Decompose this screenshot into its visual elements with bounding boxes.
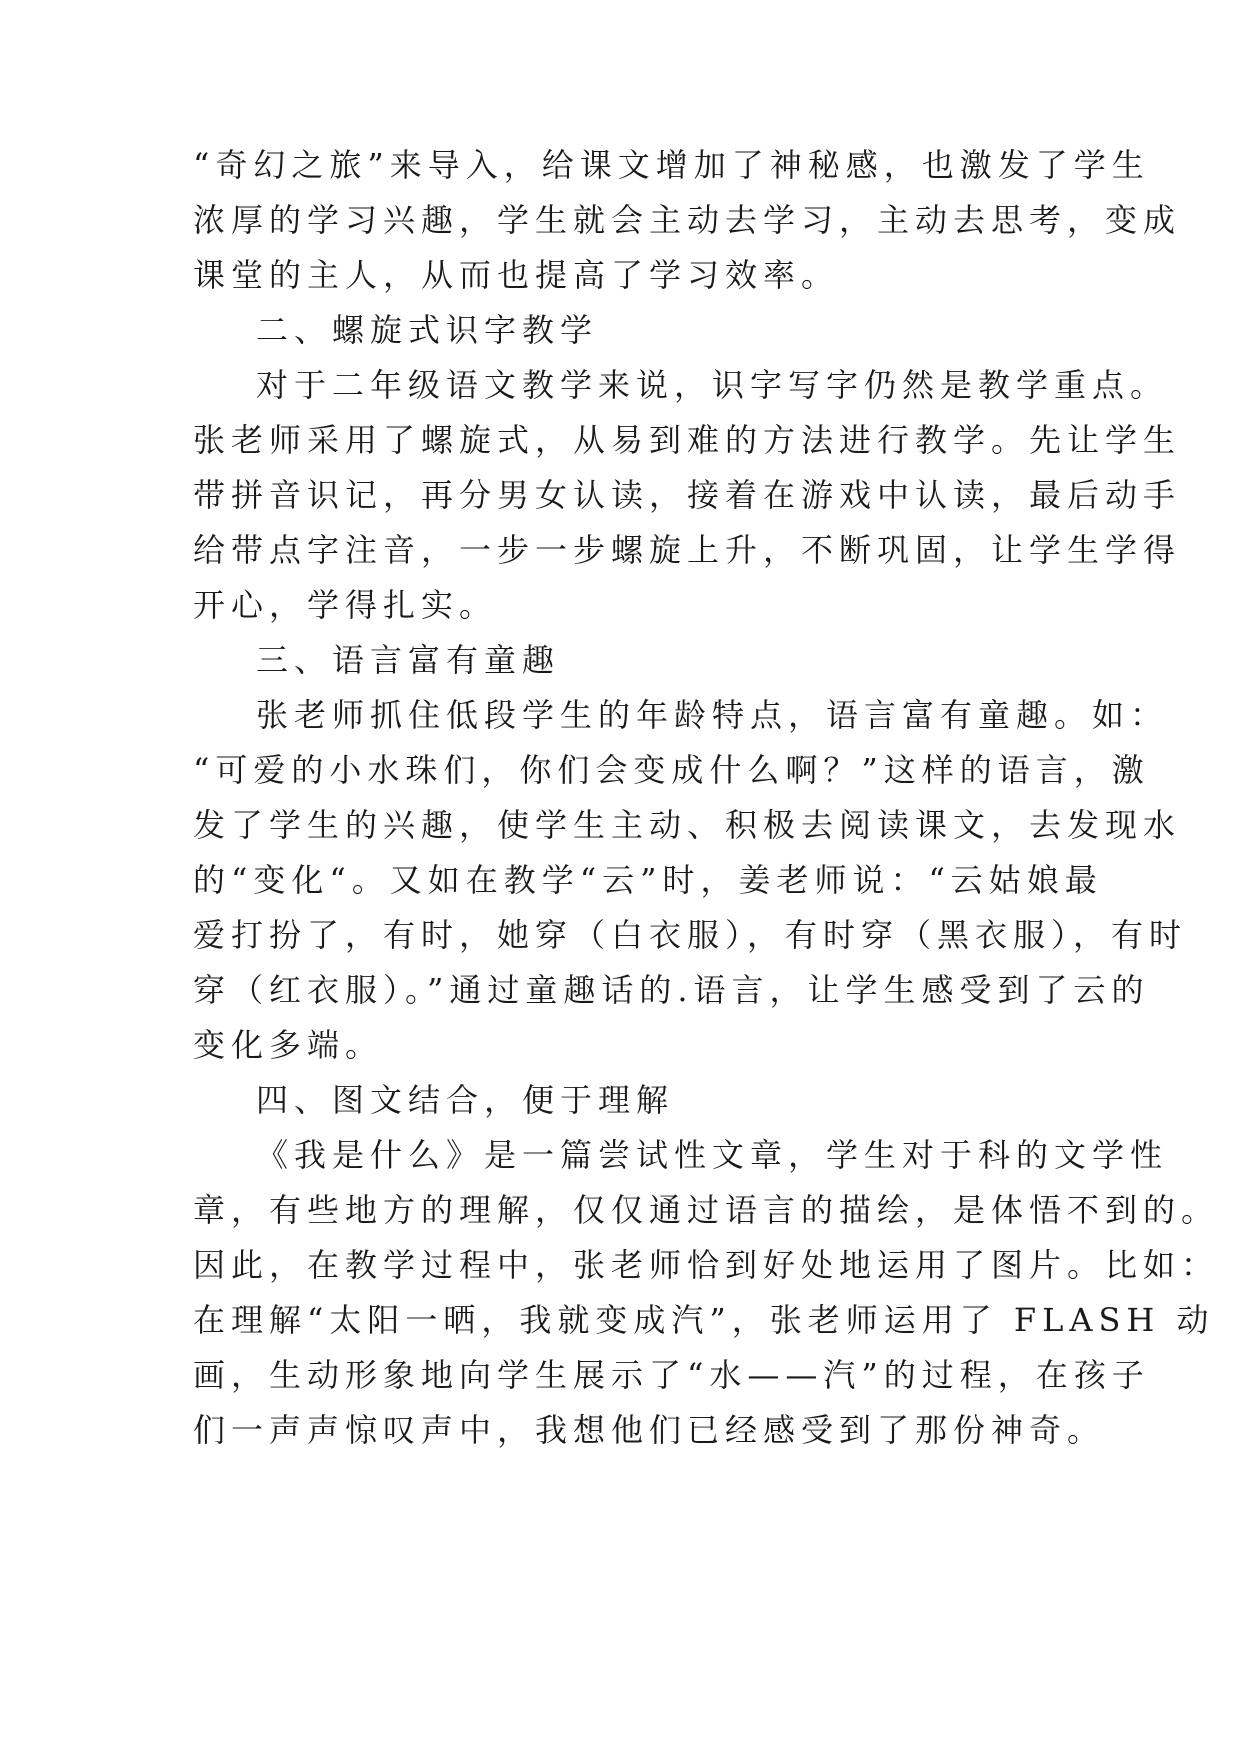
text-line: 开心，学得扎实。: [193, 586, 498, 624]
section-heading: 二、螺旋式识字教学: [256, 311, 599, 349]
section-heading: 三、语言富有童趣: [256, 641, 561, 679]
text-line: 《我是什么》是一篇尝试性文章，学生对于科的文学性: [256, 1136, 1169, 1174]
section-heading: 四、图文结合，便于理解: [256, 1081, 675, 1119]
text-line: 穿（红衣服）。”通过童趣话的.语言，让学生感受到了云的: [193, 971, 1150, 1009]
text-line: “可爱的小水珠们，你们会变成什么啊？”这样的语言，激: [193, 751, 1150, 789]
text-line: 张老师采用了螺旋式，从易到难的方法进行教学。先让学生: [193, 421, 1182, 459]
text-line: 张老师抓住低段学生的年龄特点，语言富有童趣。如：: [256, 696, 1169, 734]
text-line: 因此，在教学过程中，张老师恰到好处地运用了图片。比如：: [193, 1246, 1220, 1284]
text-line: 浓厚的学习兴趣，学生就会主动去学习，主动去思考，变成: [193, 201, 1182, 239]
text-line: 对于二年级语文教学来说，识字写字仍然是教学重点。: [256, 366, 1169, 404]
text-line: 在理解“太阳一晒，我就变成汽”，张老师运用了 FLASH 动: [193, 1301, 1215, 1339]
text-line: 的“变化“。又如在教学“云”时，姜老师说：“云姑娘最: [193, 861, 1103, 899]
text-line: 课堂的主人，从而也提高了学习效率。: [193, 256, 840, 294]
text-line: 画，生动形象地向学生展示了“水——汽”的过程，在孩子: [193, 1356, 1150, 1394]
text-line: 发了学生的兴趣，使学生主动、积极去阅读课文，去发现水: [193, 806, 1182, 844]
text-line: 爱打扮了，有时，她穿（白衣服），有时穿（黑衣服），有时: [193, 916, 1188, 954]
text-line: 带拼音识记，再分男女认读，接着在游戏中认读，最后动手: [193, 476, 1182, 514]
text-line: 们一声声惊叹声中，我想他们已经感受到了那份神奇。: [193, 1411, 1106, 1449]
text-line: “奇幻之旅”来导入，给课文增加了神秘感，也激发了学生: [193, 146, 1150, 184]
text-line: 章，有些地方的理解，仅仅通过语言的描绘，是体悟不到的。: [193, 1191, 1220, 1229]
text-line: 给带点字注音，一步一步螺旋上升，不断巩固，让学生学得: [193, 531, 1182, 569]
text-line: 变化多端。: [193, 1026, 384, 1064]
